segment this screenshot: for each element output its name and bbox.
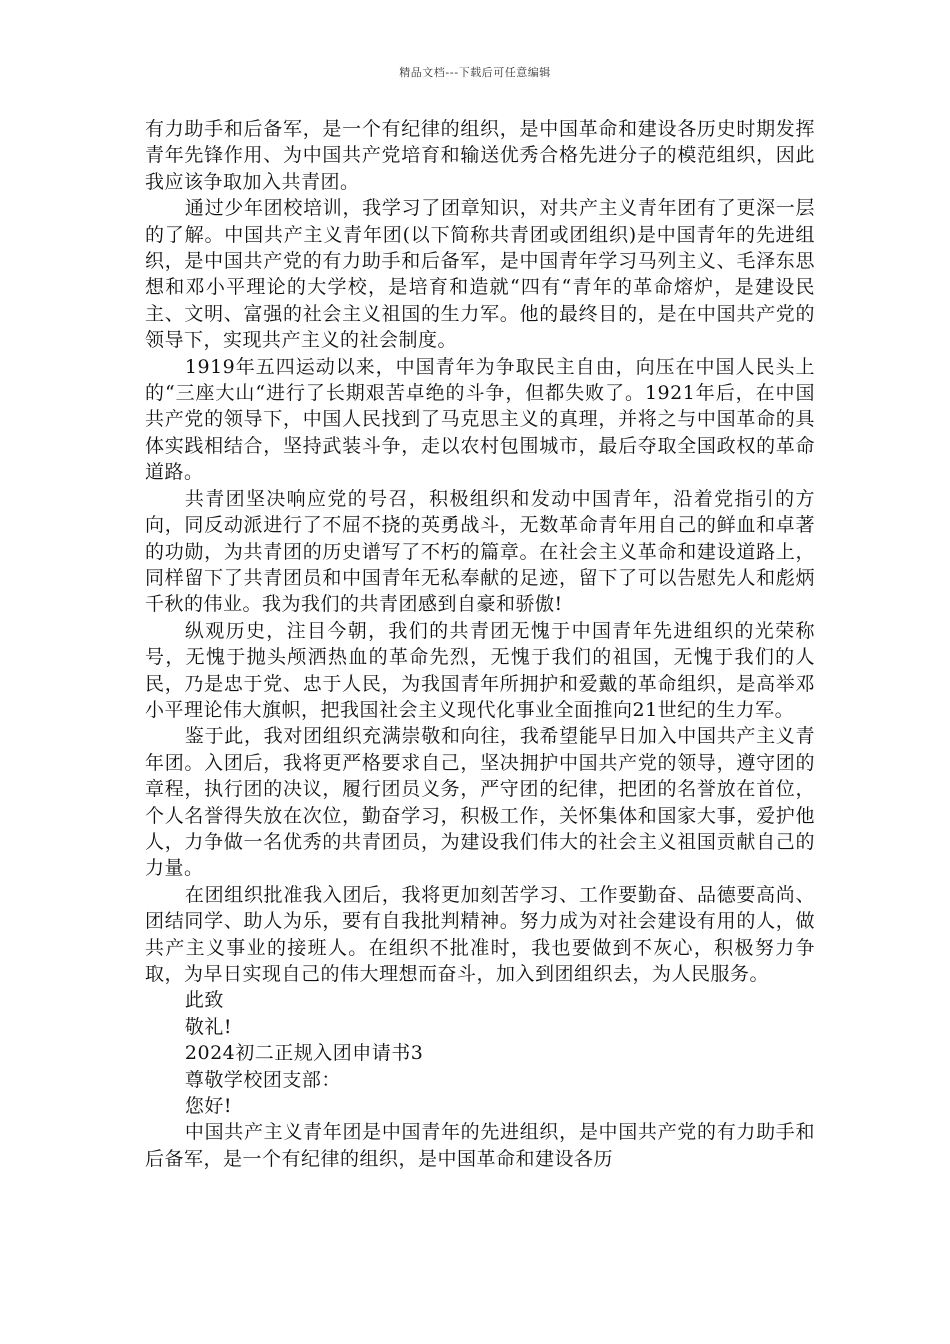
letter-addressee: 尊敬学校团支部：	[184, 1068, 341, 1091]
paragraph-continuation: 有力助手和后备军，是一个有纪律的组织，是中国革命和建设各历史时期发挥青年先锋作用、为中国共产党培育和输送优秀合格先进分子的模范组织，因此我应该争取加入共青团。	[145, 118, 815, 193]
paragraph-intro: 中国共产主义青年团是中国青年的先进组织，是中国共产党的有力助手和后备军，是一个有纪律的组织，是中国革命和建设各历	[145, 1121, 815, 1170]
closing-salutation: 此致	[184, 989, 224, 1012]
paragraph-aspiration: 鉴于此，我对团组织充满崇敬和向往，我希望能早日加入中国共产主义青年团。入团后，我将更严格要求自己，坚决拥护中国共产党的领导，遵守团的章程，执行团的决议，履行团员义务，严守团的纪律，把团的名誉放在首位，个人名誉得失放在次位，勤奋学习，积极工作，关怀集体和国家大事，爱护他人，力争做一名优秀的共青团员，为建设我们伟大的社会主义祖国贡献自己的力量。	[145, 725, 815, 880]
page-header: 精品文档---下载后可任意编辑	[399, 66, 551, 79]
letter-greeting: 您好!	[184, 1095, 233, 1118]
paragraph-league-struggle: 共青团坚决响应党的号召，积极组织和发动中国青年，沿着党指引的方向，同反动派进行了不屈不挠的英勇战斗，无数革命青年用自己的鲜血和卓著的功勋，为共青团的历史谱写了不朽的篇章。在社会主义革命和建设道路上，同样留下了共青团员和中国青年无私奉献的足迹，留下了可以告慰先人和彪炳千秋的伟业。我为我们的共青团感到自豪和骄傲!	[145, 487, 815, 616]
closing-regards: 敬礼!	[184, 1015, 233, 1038]
paragraph-training: 通过少年团校培训，我学习了团章知识，对共产主义青年团有了更深一层的了解。中国共产主义青年团(以下简称共青团或团组织)是中国青年的先进组织，是中国共产党的有力助手和后备军，是中国青年学习马列主义、毛泽东思想和邓小平理论的大学校，是培育和造就“四有“青年的革命熔炉，是建设民主、文明、富强的社会主义祖国的生力军。他的最终目的，是在中国共产党的领导下，实现共产主义的社会制度。	[145, 197, 815, 352]
document-body	[145, 116, 815, 1172]
paragraph-history: 1919年五四运动以来，中国青年为争取民主自由，向压在中国人民头上的“三座大山“进行了长期艰苦卓绝的斗争，但都失败了。1921年后，在中国共产党的领导下，中国人民找到了马克思主义的真理，并将之与中国革命的具体实践相结合，坚持武装斗争，走以农村包围城市，最后夺取全国政权的革命道路。	[145, 355, 815, 484]
paragraph-review: 纵观历史，注目今朝，我们的共青团无愧于中国青年先进组织的光荣称号，无愧于抛头颅洒热血的革命先烈，无愧于我们的祖国，无愧于我们的人民，乃是忠于党、忠于人民，为我国青年所拥护和爱戴的革命组织，是高举邓小平理论伟大旗帜，把我国社会主义现代化事业全面推向21世纪的生力军。	[145, 619, 815, 721]
paragraph-commitment: 在团组织批准我入团后，我将更加刻苦学习、工作要勤奋、品德要高尚、团结同学、助人为乐，要有自我批判精神。努力成为对社会建设有用的人，做共产主义事业的接班人。在组织不批准时，我也要做到不灰心，积极努力争取，为早日实现自己的伟大理想而奋斗，加入到团组织去，为人民服务。	[145, 883, 815, 985]
section-title: 2024初二正规入团申请书3	[184, 1042, 424, 1065]
